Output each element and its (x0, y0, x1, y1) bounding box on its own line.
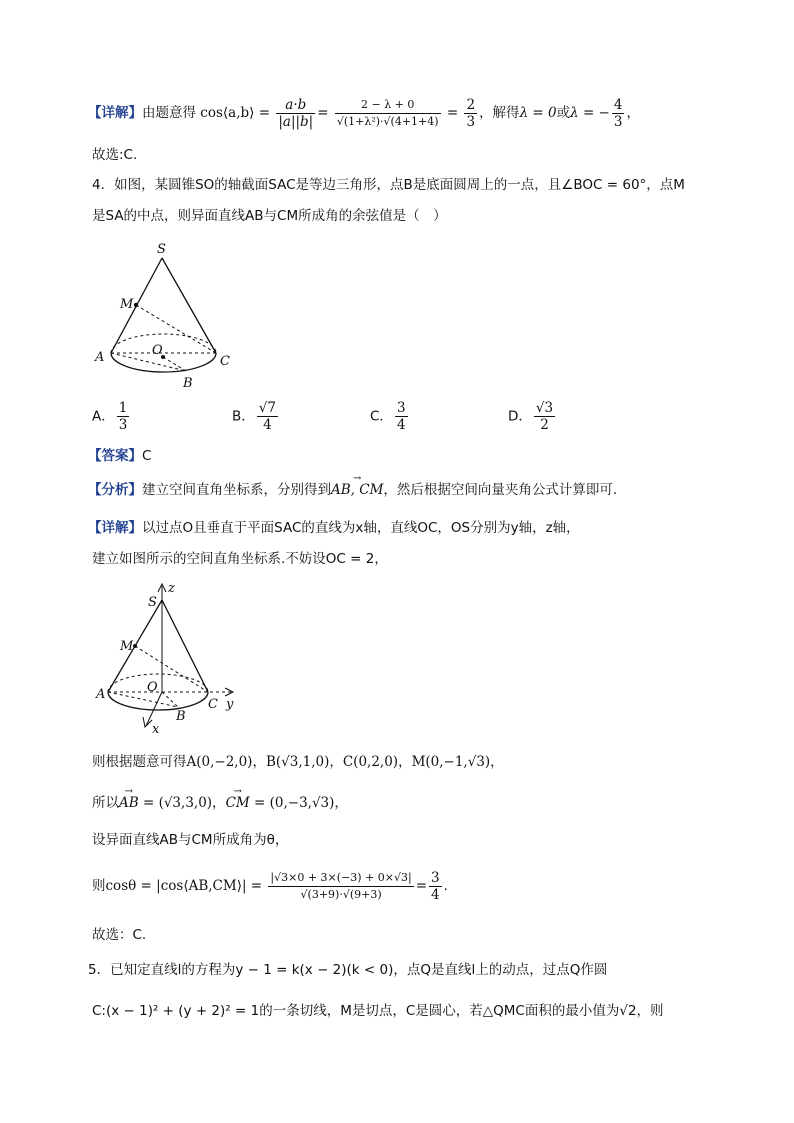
solve-text: ，解得 (479, 105, 520, 121)
edge-SC (162, 258, 216, 353)
label-y: y (226, 697, 234, 712)
equals: = (446, 105, 459, 121)
vector-CM: → CM (226, 793, 250, 813)
analysis-tag: 【分析】 (88, 482, 142, 498)
point-M (134, 303, 138, 307)
label-B: B (183, 376, 193, 391)
lambda-zero: λ = 0 (519, 105, 557, 121)
point-M-2 (133, 644, 137, 648)
or-text: 或 (556, 105, 571, 121)
label-z: z (168, 581, 175, 596)
label-x: x (152, 722, 160, 737)
cos-lhs: cos⟨a,b⟩ = (200, 105, 271, 121)
vectors-line: 所以→ AB = (√3,3,0)，→ CM = (0,−3,√3)， (92, 793, 348, 813)
detail2-line-2: 建立如图所示的空间直角坐标系.不妨设OC = 2， (92, 551, 388, 567)
cos-theta-line: 则cosθ = |cos⟨AB,CM⟩| = $\frac{|√3\times 0 + 3\times(-3) + 0\times√3|}{√(3+9)\cdot√(9+3)}$ = $\frac{3}{4}$ . (92, 869, 448, 903)
choose-line-1: 故选:C． (92, 147, 147, 163)
cone-figure-2 (92, 578, 252, 738)
cone-figure-1 (90, 238, 240, 398)
label-C-2: C (208, 697, 218, 712)
label-O: O (152, 343, 163, 358)
frac-two-thirds: $\frac{2}{3}$ (466, 96, 476, 130)
theta-line: 设异面直线AB与CM所成角为θ， (92, 832, 289, 848)
segment-AB (111, 353, 186, 371)
question-5-line-2: C:(x − 1)² + (y + 2)² = 1的一条切线，M是切点，C是圆心，若△QMC面积的最小值为√2，则 (92, 1003, 664, 1019)
answer-line (88, 446, 151, 466)
frac-four-thirds: $\frac{4}{3}$ (613, 96, 623, 130)
segment-AB-2 (108, 692, 178, 707)
detail1-line: 【详解】由题意得 cos⟨a,b⟩ = $\frac{a\cdot b}{|a||b|}$ = $\frac{2 - \lambda + 0}{\text{√(1+λ²)·√(4+1+4)}}$ = $\frac{2}{3}$ ，解得λ = 0或λ = − $\frac{4}{3}$ ， (88, 96, 640, 130)
question-4-line-1: 4．如图，某圆锥SO的轴截面SAC是等边三角形，点B是底面圆周上的一点，且∠BOC = 60°，点M (92, 177, 685, 193)
frac-dot-over-norm: $\frac{a\cdot b}{|a||b|}$ (278, 96, 314, 130)
question-5-line-1: 5．已知定直线l的方程为y − 1 = k(x − 2)(k < 0)，点Q是直线l上的动点，过点Q作圆 (88, 962, 608, 978)
choose-line-2: 故选：C. (92, 927, 147, 943)
label-S: S (157, 242, 166, 257)
label-S-2: S (148, 595, 157, 610)
cos-fraction: $\frac{|√3\times 0 + 3\times(-3) + 0\times√3|}{√(3+9)\cdot√(9+3)}$ (270, 870, 412, 901)
detail-tag: 【详解】 (88, 105, 142, 121)
result-fraction: $\frac{3}{4}$ (431, 869, 440, 903)
choice-c: C． $\frac{3}{4}$ (370, 400, 406, 433)
edge-SC-2 (162, 600, 208, 692)
answer-value: C (142, 448, 152, 464)
detail-tag-2: 【详解】 (88, 520, 142, 536)
vector-AB: → AB (119, 793, 139, 813)
label-C: C (220, 354, 230, 369)
label-M-2: M (120, 639, 134, 654)
abs-cos-vectors: |cos⟨AB,CM⟩| = (156, 878, 263, 894)
lambda-neg: λ = − (570, 105, 610, 121)
coords-line: 则根据题意可得A(0,−2,0)，B(√3,1,0)，C(0,2,0)，M(0,−1,√3)， (92, 754, 504, 770)
question-4-line-2: 是SA的中点，则异面直线AB与CM所成角的余弦值是（ ） (92, 208, 447, 224)
label-O-2: O (147, 680, 158, 695)
analysis-vectors: → AB, CM (331, 480, 383, 500)
analysis-line: 【分析】建立空间直角坐标系，分别得到→ AB, CM，然后根据空间向量夹角公式计算即可. (88, 480, 617, 500)
label-B-2: B (176, 709, 186, 724)
detail1-prefix: 由题意得 (142, 105, 196, 121)
label-A-2: A (96, 687, 106, 702)
detail2-line-1: 【详解】以过点O且垂直于平面SAC的直线为x轴，直线OC，OS分别为y轴，z轴， (88, 520, 580, 536)
choice-a: A． $\frac{1}{3}$ (92, 400, 128, 433)
label-M: M (120, 297, 134, 312)
segment-MC (136, 305, 216, 353)
segment-OB (163, 357, 186, 371)
segment-OB-2 (162, 692, 178, 707)
label-A: A (95, 350, 105, 365)
choice-b: B． $\frac{√7}{4}$ (232, 400, 276, 433)
answer-tag: 【答案】 (88, 448, 142, 464)
frac-lambda: $\frac{2 - \lambda + 0}{\text{√(1+λ²)·√(4+1+4)}}$ (336, 97, 439, 128)
choice-d: D． $\frac{√3}{2}$ (508, 400, 554, 433)
axis-x (146, 692, 162, 726)
